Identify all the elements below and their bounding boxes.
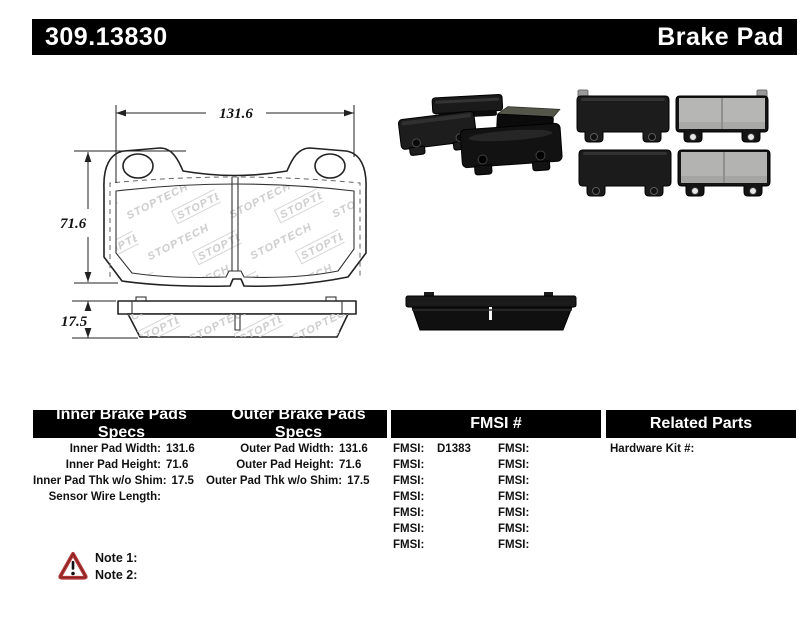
spec-row — [33, 473, 213, 489]
spec-label: Sensor Wire Length: — [48, 491, 161, 503]
fmsi-label: FMSI: — [498, 491, 530, 503]
spec-label: Inner Pad Thk w/o Shim: — [33, 475, 167, 487]
spec-value: 17.5 — [347, 475, 370, 487]
spec-label: Outer Pad Width: — [240, 443, 334, 455]
related-parts-header-bar — [606, 410, 796, 438]
fmsi-row — [498, 441, 598, 457]
fmsi-row — [498, 521, 598, 537]
fmsi-label: FMSI: — [498, 507, 530, 519]
spec-value: 71.6 — [166, 459, 189, 471]
related-parts-column — [610, 441, 795, 457]
spec-value: 131.6 — [166, 443, 195, 455]
technical-drawing — [58, 85, 398, 357]
fmsi-row — [393, 537, 495, 553]
spec-label: Inner Pad Height: — [65, 459, 161, 471]
pads-specs-header-bar — [33, 406, 387, 441]
fmsi-header: FMSI # — [470, 415, 522, 432]
related-row — [610, 441, 795, 457]
outer-specs-column — [206, 441, 386, 489]
fmsi-value: D1383 — [437, 443, 471, 455]
fmsi-row — [393, 441, 495, 457]
side-view — [118, 297, 356, 341]
page-title: Brake Pad — [657, 22, 784, 51]
width-dim-label: 131.6 — [219, 106, 253, 122]
fmsi-label: FMSI: — [498, 459, 530, 471]
product-photo-flat-set — [573, 84, 773, 204]
spec-value: 131.6 — [339, 443, 368, 455]
front-view — [98, 143, 370, 293]
pad-photo-front-right — [460, 123, 563, 176]
outer-specs-header: Outer Brake Pads Specs — [231, 406, 366, 441]
fmsi-header-bar — [391, 410, 601, 438]
spec-label: Inner Pad Width: — [69, 443, 161, 455]
fmsi-label: FMSI: — [393, 443, 425, 455]
spec-label: Outer Pad Height: — [236, 459, 334, 471]
warning-icon — [58, 551, 88, 580]
inner-specs-column — [33, 441, 213, 505]
fmsi-label: FMSI: — [393, 491, 425, 503]
fmsi-label: FMSI: — [393, 523, 425, 535]
spec-row — [33, 457, 213, 473]
fmsi-left-column — [393, 441, 495, 553]
thickness-dim-label: 17.5 — [61, 314, 88, 330]
product-photo-angled-set — [396, 86, 571, 198]
fmsi-row — [393, 505, 495, 521]
mount-hole-right — [315, 154, 345, 178]
spec-value: 17.5 — [171, 475, 194, 487]
pad-photo-backing-top — [577, 90, 669, 142]
fmsi-row — [393, 521, 495, 537]
spec-label: Outer Pad Thk w/o Shim: — [206, 475, 343, 487]
notes-block — [95, 550, 137, 584]
note-1-label: Note 1: — [95, 551, 138, 565]
note-2-label: Note 2: — [95, 568, 138, 582]
pad-photo-friction-bottom — [678, 150, 770, 196]
fmsi-row — [498, 505, 598, 521]
fmsi-label: FMSI: — [498, 523, 530, 535]
fmsi-row — [393, 457, 495, 473]
pad-photo-friction-top — [676, 90, 768, 142]
related-parts-header: Related Parts — [649, 415, 753, 432]
height-dim-label: 71.6 — [60, 216, 87, 232]
spec-value — [161, 489, 166, 505]
related-label: Hardware Kit #: — [610, 443, 695, 455]
inner-specs-header: Inner Brake Pads Specs — [56, 406, 187, 441]
fmsi-row — [498, 489, 598, 505]
fmsi-label: FMSI: — [498, 539, 530, 551]
fmsi-label: FMSI: — [393, 507, 425, 519]
fmsi-row — [498, 537, 598, 553]
fmsi-row — [393, 489, 495, 505]
spec-row — [33, 489, 213, 505]
mount-hole-left — [123, 154, 153, 178]
spec-row — [206, 441, 386, 457]
pad-photo-backing-bottom — [579, 150, 671, 196]
fmsi-right-column — [498, 441, 598, 553]
spec-value: 71.6 — [339, 459, 362, 471]
fmsi-label: FMSI: — [498, 443, 530, 455]
fmsi-row — [498, 457, 598, 473]
spec-row — [33, 441, 213, 457]
fmsi-label: FMSI: — [498, 475, 530, 487]
fmsi-label: FMSI: — [393, 475, 425, 487]
title-bar — [32, 19, 797, 55]
spec-row — [206, 457, 386, 473]
fmsi-label: FMSI: — [393, 539, 425, 551]
part-number: 309.13830 — [45, 22, 168, 51]
fmsi-row — [393, 473, 495, 489]
spec-row — [206, 473, 386, 489]
product-photo-edge-view — [394, 286, 589, 340]
fmsi-row — [498, 473, 598, 489]
fmsi-label: FMSI: — [393, 459, 425, 471]
pad-photo-edge — [406, 292, 576, 330]
